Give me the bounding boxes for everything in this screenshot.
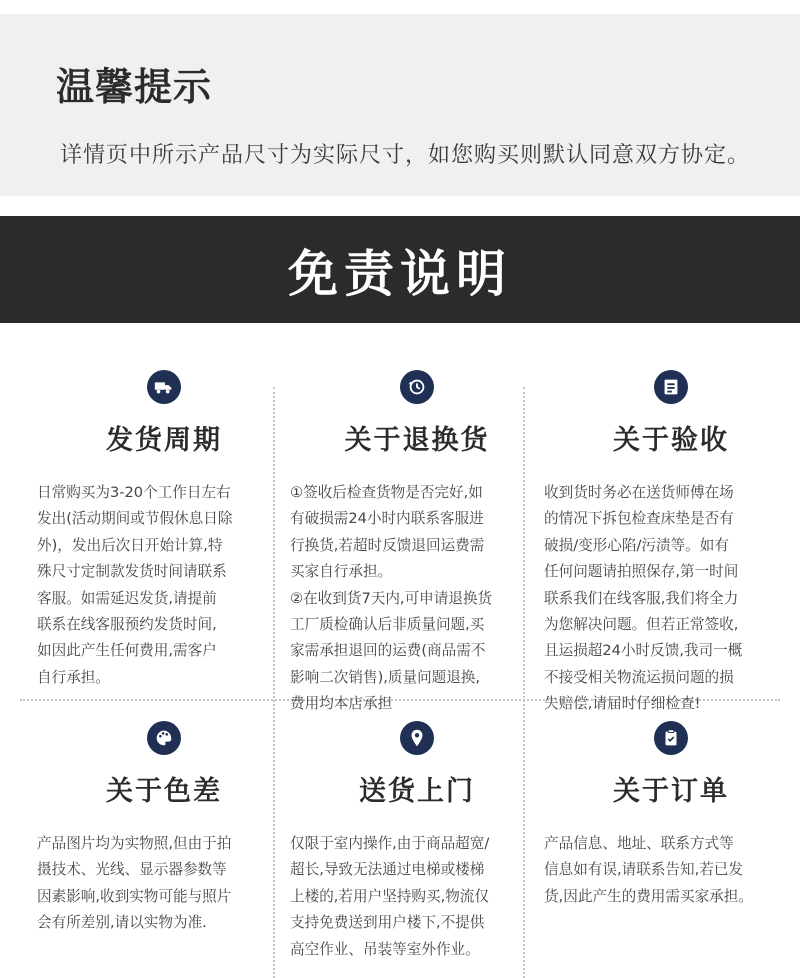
disclaimer-grid bbox=[0, 323, 800, 978]
section-line: 产品信息、地址、联系方式等 bbox=[544, 835, 734, 852]
inspection-icon bbox=[654, 370, 688, 404]
section-line: 买家自行承担。 bbox=[290, 563, 393, 581]
section-body bbox=[290, 831, 544, 963]
section-line: 货,因此产生的费用需买家承担。 bbox=[544, 887, 753, 905]
warm-tip-title: 温馨提示 bbox=[56, 65, 213, 109]
section-orders bbox=[544, 721, 798, 971]
section-line: 有破损需24小时内联系客服进 bbox=[290, 510, 484, 528]
section-line: ②在收到货7天内,可申请退换货 bbox=[290, 589, 493, 607]
section-line: 客服。如需延迟发货,请提前 bbox=[37, 589, 217, 607]
section-line: 信息如有误,请联系告知,若已发 bbox=[544, 861, 743, 879]
section-line: 支持免费送到用户楼下,不提供 bbox=[290, 914, 485, 932]
section-home-delivery bbox=[290, 721, 544, 971]
section-line: 日常购买为3-20个工作日左右 bbox=[37, 484, 231, 501]
return-exchange-icon bbox=[400, 370, 434, 404]
section-line: 会有所差别,请以实物为准. bbox=[37, 914, 207, 932]
section-returns bbox=[290, 370, 544, 713]
section-line: 自行承担。 bbox=[37, 668, 110, 686]
section-body bbox=[37, 480, 291, 691]
section-line: 超长,导致无法通过电梯或楼梯 bbox=[290, 861, 485, 879]
section-line: 为您解决问题。但若正常签收, bbox=[544, 616, 739, 634]
section-body bbox=[544, 480, 798, 718]
section-line: 行换货,若超时反馈退回运费需 bbox=[290, 536, 485, 554]
section-heading: 关于色差 bbox=[106, 776, 222, 807]
warm-tip-text: 详情页中所示产品尺寸为实际尺寸，如您购买则默认同意双方协定。 bbox=[60, 143, 751, 168]
section-line: 高空作业、吊装等室外作业。 bbox=[290, 940, 480, 958]
section-line: 的情况下拆包检查床垫是否有 bbox=[544, 510, 734, 528]
section-line: 发出(活动期间或节假休息日除 bbox=[37, 510, 233, 528]
section-heading: 发货周期 bbox=[106, 425, 222, 456]
section-body bbox=[37, 831, 291, 937]
section-heading: 关于退换货 bbox=[344, 425, 490, 456]
section-line: 且运损超24小时反馈,我司一概 bbox=[544, 642, 743, 660]
section-heading: 关于订单 bbox=[613, 776, 729, 807]
top-spacer bbox=[0, 0, 800, 14]
section-line: 上楼的,若用户坚持购买,物流仅 bbox=[290, 887, 489, 905]
location-pin-icon bbox=[400, 721, 434, 755]
disclaimer-banner bbox=[0, 216, 800, 323]
section-line: 仅限于室内操作,由于商品超宽/ bbox=[290, 835, 490, 852]
section-line: 殊尺寸定制款发货时间请联系 bbox=[37, 563, 227, 581]
section-line: 家需承担退回的运费(商品需不 bbox=[290, 642, 486, 660]
section-line: 收到货时务必在送货师傅在场 bbox=[544, 484, 734, 501]
spacer bbox=[0, 196, 800, 216]
section-inspection bbox=[544, 370, 798, 713]
section-line: 工厂质检确认后非质量问题,买 bbox=[290, 616, 485, 634]
section-heading: 送货上门 bbox=[359, 776, 475, 807]
section-body bbox=[544, 831, 798, 910]
section-line: 失赔偿,请届时仔细检查! bbox=[544, 695, 701, 713]
section-line: 联系我们在线客服,我们将全力 bbox=[544, 589, 739, 607]
truck-icon bbox=[147, 370, 181, 404]
section-shipping bbox=[37, 370, 291, 690]
section-heading: 关于验收 bbox=[613, 425, 729, 456]
section-line: 摄技术、光线、显示器参数等 bbox=[37, 861, 227, 879]
order-clipboard-icon bbox=[654, 721, 688, 755]
section-color-difference bbox=[37, 721, 291, 971]
section-line: 如因此产生任何费用,需客户 bbox=[37, 642, 217, 660]
section-line: 破损/变形心陷/污渍等。如有 bbox=[544, 536, 729, 554]
section-body bbox=[290, 480, 544, 718]
warm-tip-panel bbox=[0, 14, 800, 196]
section-line: 因素影响,收到实物可能与照片 bbox=[37, 887, 232, 905]
disclaimer-title: 免责说明 bbox=[288, 244, 512, 303]
section-line: 任何问题请拍照保存,第一时间 bbox=[544, 563, 739, 581]
palette-icon bbox=[147, 721, 181, 755]
section-line: 费用均本店承担 bbox=[290, 695, 393, 713]
section-line: 影响二次销售),质量问题退换, bbox=[290, 668, 481, 686]
section-line: 联系在线客服预约发货时间, bbox=[37, 616, 217, 634]
section-line: 外)，发出后次日开始计算,特 bbox=[37, 536, 223, 554]
section-line: ①签收后检查货物是否完好,如 bbox=[290, 484, 483, 501]
section-line: 不接受相关物流运损问题的损 bbox=[544, 668, 734, 686]
section-line: 产品图片均为实物照,但由于拍 bbox=[37, 835, 232, 852]
